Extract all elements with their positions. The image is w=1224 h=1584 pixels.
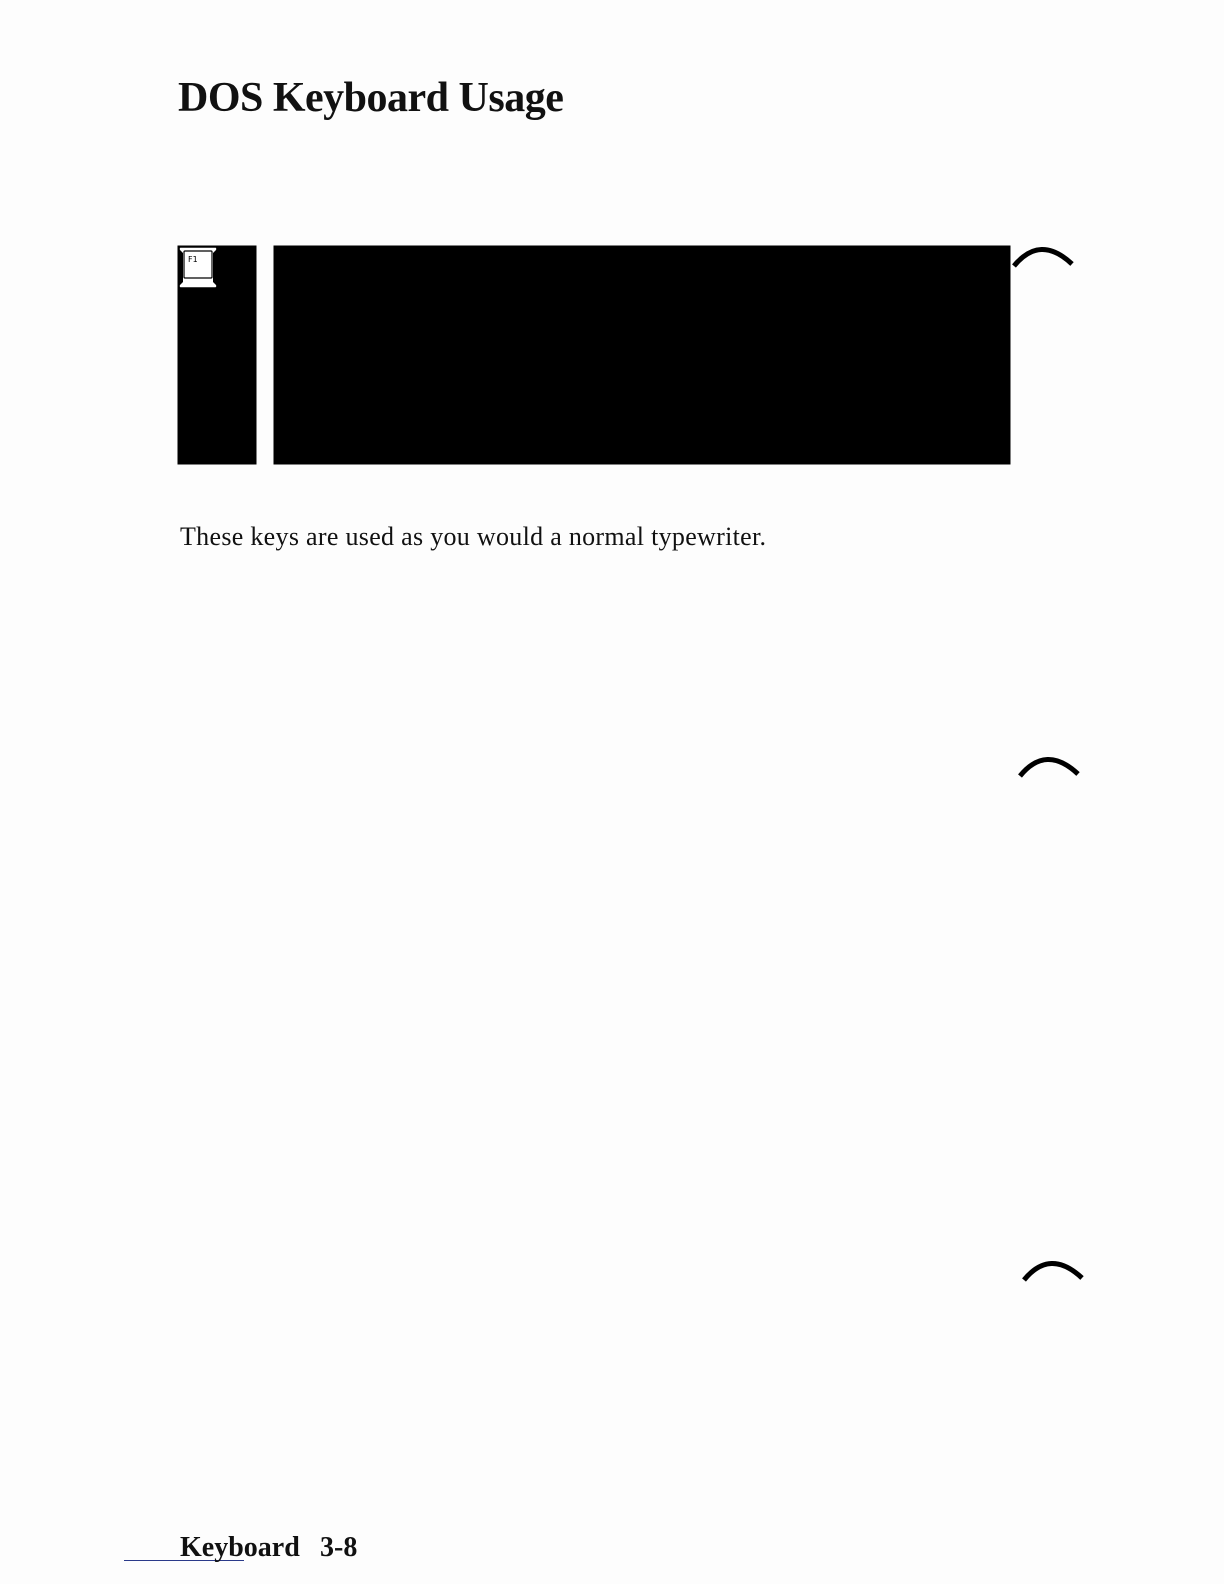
footer-section-label: Keyboard <box>180 1532 300 1563</box>
page-title: DOS Keyboard Usage <box>178 75 564 121</box>
footer-page-number: 3-8 <box>320 1532 358 1563</box>
keyboard-diagram <box>170 238 1015 470</box>
main-key-block <box>274 246 1010 464</box>
page-footer <box>124 1532 364 1566</box>
binder-hole-mark-top <box>1010 236 1076 270</box>
key-f1 <box>179 247 217 288</box>
body-text: These keys are used as you would a normal typewriter. <box>180 522 767 551</box>
binder-hole-mark-bottom <box>1020 1250 1086 1284</box>
key-label-f1: F1 <box>188 255 198 264</box>
binder-hole-mark-middle <box>1016 746 1082 780</box>
